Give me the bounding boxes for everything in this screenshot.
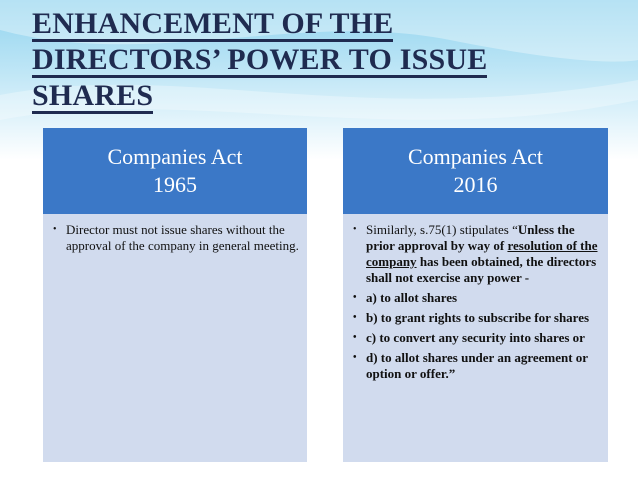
- column-body-1965: [43, 214, 307, 462]
- title-line-1: ENHANCEMENT OF THE: [32, 7, 394, 40]
- column-body-2016: [343, 214, 608, 462]
- header-1965-line-1: Companies Act: [107, 144, 243, 169]
- bullet-2016-a: • a) to allot shares: [353, 290, 602, 306]
- title-line-3: SHARES: [32, 79, 154, 112]
- companies-act-1965-column: [43, 128, 307, 462]
- companies-act-2016-column: [343, 128, 608, 462]
- slide-title: [32, 6, 592, 114]
- column-header-2016: [343, 128, 608, 214]
- bullet-2016-intro: [353, 222, 602, 286]
- header-2016-line-2: 2016: [453, 172, 498, 197]
- intro-prefix: Similarly, s.75(1) stipulates “: [366, 222, 518, 237]
- bullet-list-2016: [353, 222, 602, 382]
- bullet-list-1965: [53, 222, 301, 254]
- bullet-2016-c: • c) to convert any security into shares or: [353, 330, 602, 346]
- header-2016-line-1: Companies Act: [407, 144, 544, 169]
- intro-bold-2: has been obtained, the directors shall not exercise any power -: [366, 254, 597, 285]
- column-header-1965: [43, 128, 307, 214]
- header-1965-line-2: 1965: [152, 172, 197, 197]
- title-line-2: DIRECTORS’ POWER TO ISSUE: [32, 43, 488, 76]
- bullet-2016-b: • b) to grant rights to subscribe for shares: [353, 310, 602, 326]
- intro-bold-1: Unless the prior approval by way of: [366, 222, 575, 253]
- bullet-1965-1: • Director must not issue shares without the approval of the company in general meeting.: [53, 222, 301, 254]
- bullet-2016-d: • d) to allot shares under an agreement or option or offer.”: [353, 350, 602, 382]
- intro-underlined: resolution of the company: [366, 238, 598, 269]
